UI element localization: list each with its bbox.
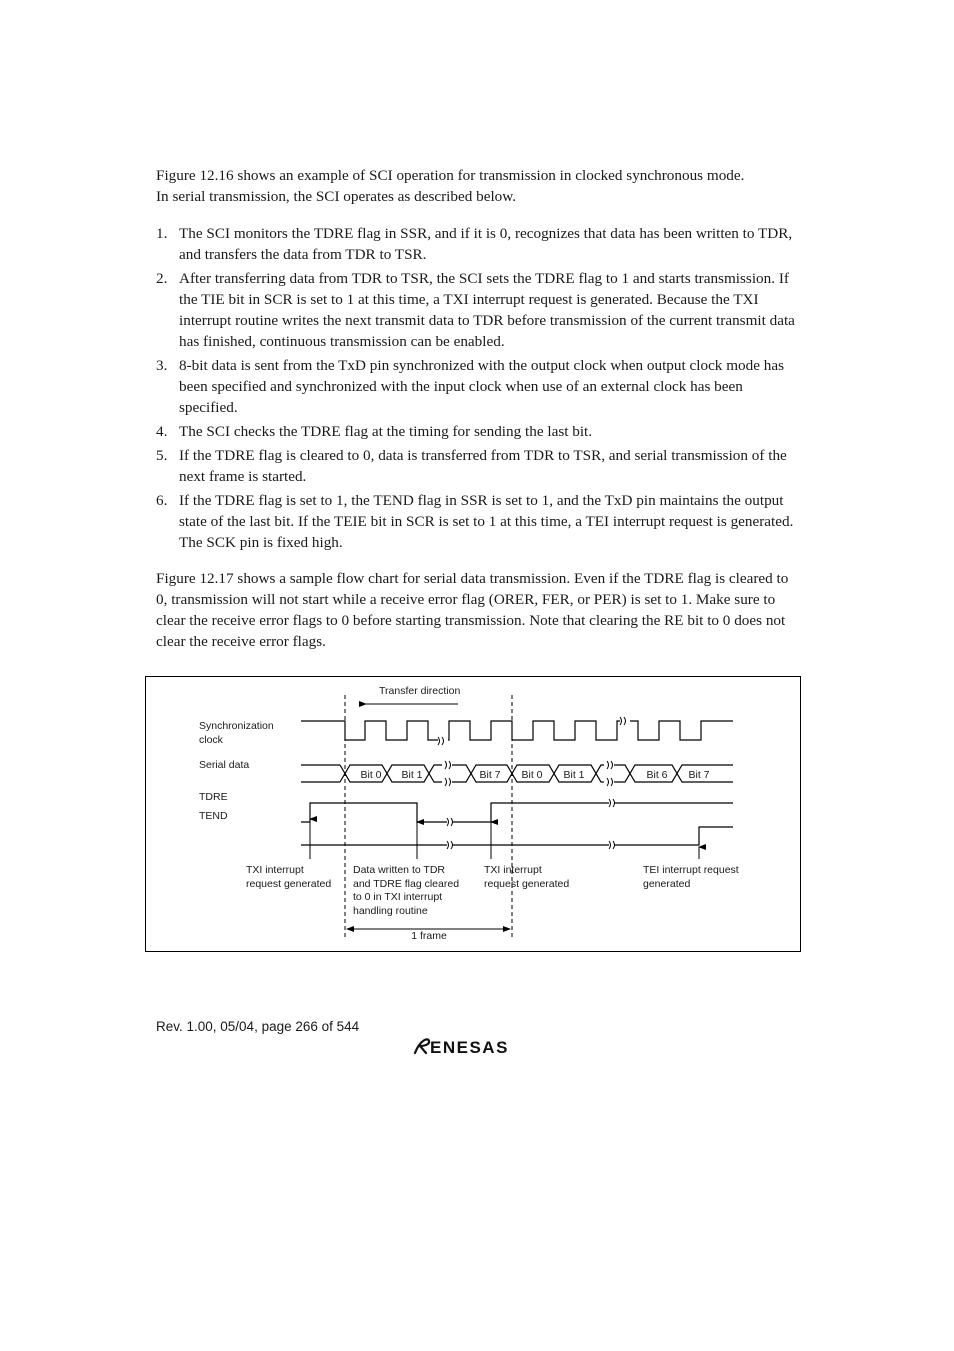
bit-label: Bit 1 [401, 769, 423, 781]
note-tei-2: generated [643, 878, 691, 890]
tend-label: TEND [199, 810, 228, 822]
note-txi-1: TXI interrupt [246, 864, 304, 876]
note-data-1: Data written to TDR [353, 864, 446, 876]
tdre-waveform [301, 803, 447, 822]
intro-line-1: Figure 12.16 shows an example of SCI operation for transmission in clocked synchronous mode. [156, 167, 745, 184]
bit-label: Bit 6 [646, 769, 668, 781]
sync-clock-label-2: clock [199, 734, 223, 746]
note-data-4: handling routine [353, 905, 428, 917]
note-tei-1: TEI interrupt request [643, 864, 739, 876]
renesas-logo-icon [412, 1036, 534, 1056]
step-text: If the TDRE flag is cleared to 0, data is transferred from TDR to TSR, and serial transmission of the next frame is started. [179, 447, 787, 485]
timing-diagram [145, 676, 801, 952]
step-text: The SCI checks the TDRE flag at the timing for sending the last bit. [179, 423, 593, 440]
intro-paragraph [156, 165, 796, 207]
svg-text:ENESAS: ENESAS [430, 1038, 509, 1056]
transfer-direction-label: Transfer direction [379, 685, 461, 697]
note-txi-1b: request generated [246, 878, 332, 890]
sync-clock-label-1: Synchronization [199, 720, 274, 732]
operation-steps-list [156, 223, 796, 556]
list-item: 6. If the TDRE flag is set to 1, the TEND flag in SSR is set to 1, and the TxD pin maintains the output state of the last bit. If the TEIE bit in SCR is set to 1 at this time, a TEI interrupt request is generated. The SCK pin is fixed high. [156, 492, 794, 551]
tend-waveform-3 [614, 827, 733, 845]
flowchart-note-paragraph: Figure 12.17 shows a sample flow chart for serial data transmission. Even if the TDRE flag is cleared to 0, transmission will not start while a receive error flag (ORER, FER, or PER) is set to 1. Make sure to clear the receive error flags to 0 before starting transmission. Note that clearing the RE bit to 0 does not clear the receive error flags. [156, 570, 789, 650]
intro-line-2: In serial transmission, the SCI operates as described below. [156, 188, 517, 205]
sync-clock-waveform-3 [630, 721, 733, 740]
list-item: 1. The SCI monitors the TDRE flag in SSR, and if it is 0, recognizes that data has been written to TDR, and transfers the data from TDR to TSR. [156, 225, 793, 263]
bit-label: Bit 0 [360, 769, 382, 781]
step-text: If the TDRE flag is set to 1, the TEND flag in SSR is set to 1, and the TxD pin maintains the output state of the last bit. If the TEIE bit in SCR is set to 1 at this time, a TEI interrupt request is generated. The SCK pin is fixed high. [179, 492, 794, 551]
bit-label: Bit 7 [479, 769, 501, 781]
list-item: 4. The SCI checks the TDRE flag at the timing for sending the last bit. [156, 423, 593, 440]
list-item: 5. If the TDRE flag is cleared to 0, data is transferred from TDR to TSR, and serial transmission of the next frame is started. [156, 447, 787, 485]
frame-label: 1 frame [411, 930, 447, 942]
note-data-3: to 0 in TXI interrupt [353, 891, 443, 903]
bit-label: Bit 1 [563, 769, 585, 781]
bit-label: Bit 0 [521, 769, 543, 781]
step-text: The SCI monitors the TDRE flag in SSR, and if it is 0, recognizes that data has been written to TDR, and transfers the data from TDR to TSR. [179, 225, 793, 263]
page-footer-revision: Rev. 1.00, 05/04, page 266 of 544 [156, 1019, 360, 1034]
renesas-logo [412, 1036, 534, 1061]
tdre-waveform-2 [452, 803, 609, 822]
step-text: After transferring data from TDR to TSR, the SCI sets the TDRE flag to 1 and starts transmission. If the TIE bit in SCR is set to 1 at this time, a TXI interrupt request is generated. Because the TXI interrupt routine writes the next transmit data to TDR before transmission of the current transmit data has finished, continuous transmission can be enabled. [179, 270, 795, 350]
list-item: 3. 8-bit data is sent from the TxD pin synchronized with the output clock when output clock mode has been specified and synchronized with the input clock when use of an external clock has been specified. [156, 357, 784, 416]
note-data-2: and TDRE flag cleared [353, 878, 460, 890]
timing-diagram-svg [146, 677, 802, 953]
list-item: 2. After transferring data from TDR to TSR, the SCI sets the TDRE flag to 1 and starts transmission. If the TIE bit in SCR is set to 1 at this time, a TXI interrupt request is generated. Because the TXI interrupt routine writes the next transmit data to TDR before transmission of the current transmit data has finished, continuous transmission can be enabled. [156, 270, 795, 350]
step-text: 8-bit data is sent from the TxD pin synchronized with the output clock when output clock mode has been specified and synchronized with the input clock when use of an external clock has been specified. [179, 357, 784, 416]
sync-clock-waveform [301, 721, 438, 740]
sync-clock-waveform-2 [448, 721, 620, 740]
note-txi-2: TXI interrupt [484, 864, 542, 876]
tdre-label: TDRE [199, 791, 228, 803]
break-mark-icon [447, 799, 615, 849]
serial-data-label: Serial data [199, 759, 250, 771]
note-txi-2b: request generated [484, 878, 570, 890]
bit-label: Bit 7 [688, 769, 710, 781]
